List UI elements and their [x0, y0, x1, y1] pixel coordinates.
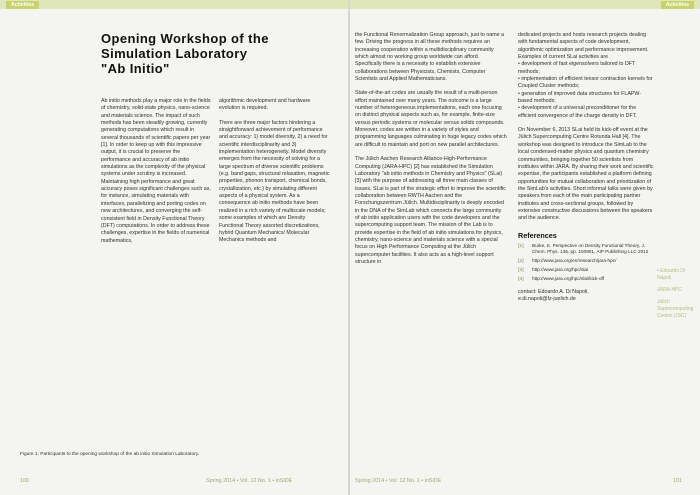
- section-tag: Activities: [661, 1, 694, 9]
- author-affiliation: JARA-HPC: [657, 287, 683, 293]
- bullet-item: • generation of improved data structures for FLAPW-based methods;: [518, 90, 642, 105]
- issue-footer: Spring 2014 • Vol. 12 No. 1 • inSiDE: [355, 478, 442, 484]
- article-title: [101, 31, 331, 76]
- text-column-4: [518, 32, 654, 303]
- bullet-item: • development of fast eigensolvers tailored to DFT methods;: [518, 61, 636, 75]
- paragraph: Ab initio methods play a major role in the fields of chemistry, solid-state physics, nano-science and materials science. The impact of such methods has been steadily growing, currently generating computations which result in several thousands of scientific papers per year [1]. In order to keep up with this impressive output, it is crucial to preserve the performance and accuracy of ab initio simulations as the complexity of the physical systems under scrutiny is increased. Maintaining high performance and great accuracy poses significant challenges such as, for instance, simulating materials with interfaces, parallelizing and porting codes on new architectures, and converging the self-consistent field in Density Functional Theory (DFT) computations. In order to address these challenges, expertise in the fields of numerical mathematics,: [101, 98, 211, 244]
- contact-email[interactable]: e.di.napoli@fz-juelich.de: [518, 295, 576, 302]
- references-heading: References: [518, 230, 557, 240]
- author-name: • Edoardo Di Napoli: [657, 268, 686, 281]
- paragraph: State-of-the-art codes are usually the result of a multi-person effort maintained over many years. The outcome is a large number of heterogeneous implementations, each one focusing on distinct physical aspects such as, for example, finite-size versus periodic systems or molecular versus solids compounds. Moreover, codes are written in a variety of styles and programming languages culminating in huge legacy codes which are difficult to maintain and port on new parallel architectures.: [355, 90, 507, 148]
- reference-number: [4]: [518, 276, 524, 282]
- page-number: 101: [673, 478, 682, 484]
- paragraph: dedicated projects and hosts research projects dealing with fundamental aspects of code development, algorithmic optimization and performance improvement. Examples of current SLai activities are: [518, 32, 649, 61]
- page-number: 100: [20, 478, 29, 484]
- reference-item: [518, 267, 654, 273]
- top-bar: [350, 0, 700, 9]
- reference-number: [2]: [518, 258, 524, 263]
- right-page: [350, 0, 700, 495]
- bullet-item: • development of a universal preconditioner for the efficient convergence of the charge density in DFT.: [518, 105, 637, 119]
- text-column-1: [101, 98, 211, 252]
- reference-number: [1]: [518, 242, 524, 248]
- paragraph: the Functional Renormalization Group approach, just to name a few. Driving the progress in all these methods requires an increasing cooperation within a multidisciplinary community which almost no working group worldwide can afford. Specifically there is a necessity to establish extensive collaborations between Physicists, Chemists, Computer Scientists and Applied Mathematicians.: [355, 32, 504, 83]
- paragraph: The Jülich Aachen Research Alliance-High-Performance Computing (JARA-HPC) [2] has established the Simulation Laboratory "ab initio methods in Chemistry and Physics" (SLai) [3] with the purpose of addressing all three main classes of issues. SLai is part of the strategic effort to improve the scientific collaboration between RWTH Aachen and the Forschungszentrum Jülich. Multidisciplinarity is deeply encoded in the DNA of the SimLab which connects the large community of ab initio application users with the code developers and the supercomputing support team. The mission of the Lab is to provide expertise in the field of ab initio simulations for physics, chemistry, nano-science and materials science with a special focus on High Performance Computing at the Jülich supercomputer facilities. It also acts as a high-level support structure in: [355, 156, 506, 265]
- reference-item: [518, 276, 654, 282]
- top-bar: [0, 0, 348, 9]
- contact-name: contact: Edoardo A. Di Napoli,: [518, 288, 589, 295]
- left-page: [0, 0, 348, 495]
- section-tag: Activities: [6, 1, 39, 9]
- contact-block: [518, 289, 654, 304]
- paragraph: On November 6, 2013 SLai held its kick-off event at the Jülich Supercomputing Centre Rotunda Hall [4]. The workshop was designed to introduce the SimLab to the local condensed-matter physics and quantum chemistry communities, bringing together 50 scientists from institutes within JARA. By sharing their work and scientific expertise, the participants established a platform defining opportunities for mutual collaboration and prioritization of the SimLab's activities. Short informal talks were given by speakers from each of the main participating partner institutes and cross-sectional groups, followed by extensive constructive discussions between the speakers and the audience.: [518, 127, 654, 222]
- paragraph: There are three major factors hindering a straightforward achievement of performance and accuracy: 1) model diversity, 2) a need for scientific interdisciplinarity and 3) implementation heterogeneity. Model diversity emerges from the necessity of solving for a large spectrum of diverse scientific problems (e.g. band gaps, structural relaxation, magnetic properties, phonon transport, chemical bonds, crystallization, etc.) by simulating different aspects of a physical system. As a consequence ab initio methods have been realized in a rich variety of multiscale models; some examples of which are Density Functional Theory assorted discretizations, hybrid Quantum Mechanics/ Molecular Mechanics methods and: [219, 119, 330, 244]
- author-sidenote: [657, 268, 699, 325]
- reference-link[interactable]: http://www.jara.org/en/research/jara-hpc/: [532, 258, 617, 263]
- issue-footer: Spring 2014 • Vol. 12 No. 1 • inSiDE: [206, 478, 293, 484]
- title-line: "Ab Initio": [101, 61, 170, 76]
- reference-item: [518, 258, 654, 264]
- paragraph: algorithmic development and hardware evolution is required.: [219, 98, 311, 112]
- reference-text: Burke, K. Perspective on Density Functional Theory, J. Chem. Phys. 136, pp. 150901, AIP Publishing LLC 2012: [532, 242, 649, 254]
- reference-link[interactable]: http://www.jara.org/hpc/slai/kick-off: [532, 276, 605, 282]
- text-column-3: [355, 32, 507, 273]
- figure-caption: Figure 1: Participants to the opening workshop of the ab initio Simulation Laboratory.: [20, 452, 200, 457]
- reference-number: [3]: [518, 267, 524, 273]
- title-line: Simulation Laboratory: [101, 46, 248, 61]
- bullet-item: • implementation of efficient tensor contraction kernels for Coupled Cluster methods;: [518, 76, 653, 90]
- author-institute: Jülich Supercomputing Centre (JSC): [657, 299, 694, 319]
- text-column-2: [219, 98, 331, 252]
- title-line: Opening Workshop of the: [101, 31, 269, 46]
- reference-item: [518, 243, 654, 255]
- reference-link[interactable]: http://www.jara.org/hpc/slai: [532, 267, 589, 273]
